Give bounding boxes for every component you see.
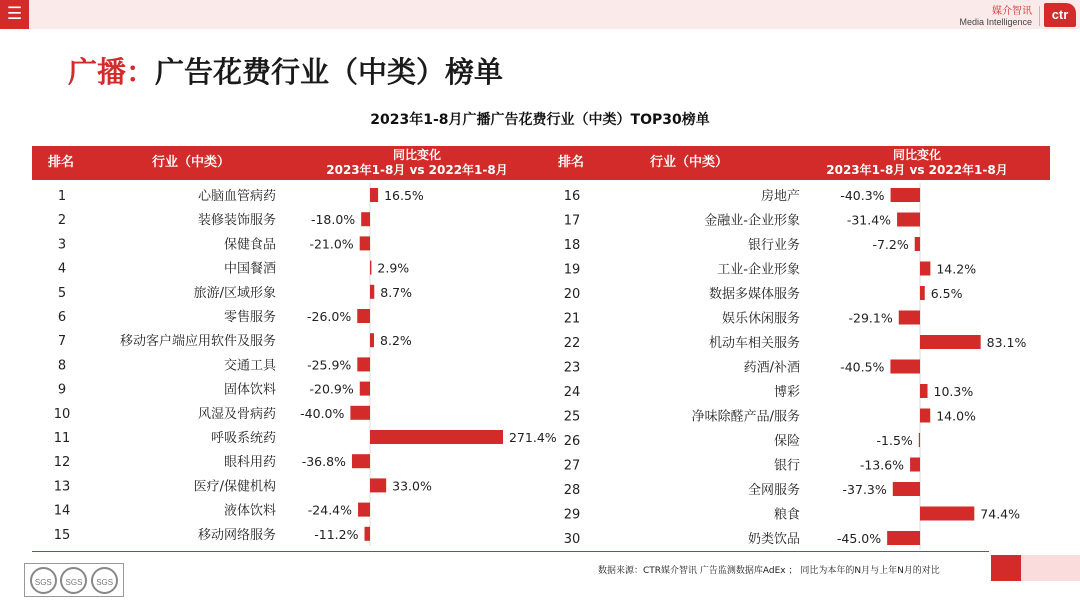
rank-label: 12 — [53, 455, 71, 471]
category-label: 博彩 — [773, 385, 800, 400]
header-change-right-line1: 同比变化 — [892, 148, 941, 162]
category-label: 固体饮料 — [223, 382, 276, 398]
rank-label: 16 — [563, 189, 581, 204]
top-bar — [0, 0, 1080, 29]
category-label: 机动车相关服务 — [708, 336, 800, 351]
data-label: 271.4% — [508, 430, 557, 445]
category-label: 风湿及骨病药 — [197, 406, 276, 422]
rank-label: 25 — [563, 409, 581, 425]
brand-text — [959, 6, 1032, 28]
rank-label: 8 — [57, 358, 67, 374]
rank-label: 20 — [563, 287, 581, 302]
bar — [370, 261, 371, 275]
header-rank-left: 排名 — [48, 155, 75, 170]
category-label: 金融业-企业形象 — [704, 213, 800, 229]
rank-label: 4 — [57, 261, 67, 277]
data-label: 10.3% — [933, 384, 974, 399]
data-label: -13.6% — [859, 457, 905, 473]
data-label: -40.0% — [300, 405, 345, 421]
sgs-certification-icon — [91, 567, 118, 594]
sgs-label: SGS — [65, 577, 83, 587]
data-label: 16.5% — [384, 188, 424, 203]
menu-icon: ☰ — [6, 4, 23, 24]
brand-divider — [1039, 6, 1040, 26]
category-label: 心脑血管病药 — [197, 189, 276, 204]
category-label: 眼科用药 — [223, 455, 276, 471]
category-label: 医疗/保健机构 — [193, 479, 276, 495]
rank-label: 11 — [53, 431, 71, 446]
chart-title: 2023年1-8月广播广告花费行业（中类）TOP30榜单 — [370, 112, 710, 128]
rank-label: 29 — [563, 507, 581, 523]
bar — [365, 527, 370, 541]
rank-label: 27 — [563, 458, 581, 474]
bar — [357, 357, 370, 371]
sgs-certification-icon — [60, 567, 87, 594]
brand-name-cn: 媒介智讯 — [992, 6, 1032, 17]
sgs-certification-icon — [30, 567, 57, 594]
bar — [919, 433, 920, 447]
footer-accent-pink — [1021, 555, 1080, 581]
rank-label: 23 — [563, 360, 581, 376]
data-label: 33.0% — [392, 478, 432, 494]
data-label: -40.5% — [840, 359, 885, 375]
bar — [920, 286, 925, 300]
header-change-left-line2: 2023年1-8月 vs 2022年1-8月 — [326, 163, 508, 177]
header-industry-left: 行业（中类） — [152, 155, 231, 170]
sgs-certification — [24, 563, 124, 597]
bar — [370, 478, 386, 492]
data-label: -37.3% — [842, 482, 887, 497]
bar — [920, 335, 981, 349]
data-label: -1.5% — [876, 433, 913, 448]
page-title-accent: 广播： — [68, 55, 156, 89]
bar — [361, 212, 370, 226]
bar — [360, 382, 370, 396]
table-header — [32, 146, 1050, 180]
category-label: 旅游/区域形象 — [193, 285, 276, 301]
rank-label: 19 — [563, 262, 581, 278]
category-label: 装修装饰服务 — [197, 213, 276, 229]
category-label: 数据多媒体服务 — [708, 287, 800, 302]
rank-label: 14 — [53, 503, 71, 519]
rank-label: 3 — [57, 237, 67, 253]
rank-label: 24 — [563, 385, 581, 400]
rank-label: 15 — [53, 527, 71, 543]
bar — [920, 262, 930, 276]
rank-label: 17 — [563, 213, 581, 229]
category-label: 交通工具 — [223, 358, 276, 374]
header-change-right-line2: 2023年1-8月 vs 2022年1-8月 — [826, 163, 1008, 177]
category-label: 移动网络服务 — [197, 527, 276, 543]
category-label: 液体饮料 — [223, 503, 276, 519]
category-label: 净味除醛产品/服务 — [691, 409, 800, 425]
sgs-label: SGS — [96, 577, 114, 587]
data-label: 14.2% — [936, 261, 977, 277]
bar — [897, 213, 920, 227]
bar — [887, 531, 920, 545]
rank-label: 30 — [563, 532, 581, 547]
data-label: -31.4% — [846, 212, 892, 228]
page-title — [68, 50, 503, 91]
bar — [890, 360, 920, 374]
rank-label: 21 — [563, 311, 581, 327]
bar — [893, 482, 920, 496]
page-title-main: 广告花费行业（中类）榜单 — [155, 55, 504, 89]
category-label: 粮食 — [773, 507, 800, 523]
sgs-label: SGS — [34, 577, 52, 587]
category-label: 保险 — [773, 434, 800, 449]
category-label: 保健食品 — [223, 237, 276, 253]
bar — [358, 503, 370, 517]
data-label: 74.4% — [980, 506, 1021, 522]
bar — [370, 285, 374, 299]
data-label: 8.2% — [380, 333, 412, 349]
bar — [352, 454, 370, 468]
category-label: 工业-企业形象 — [717, 262, 800, 278]
header-industry-right: 行业（中类） — [650, 155, 729, 170]
bar — [920, 409, 930, 423]
header-change-left — [292, 148, 542, 178]
bar — [910, 458, 920, 472]
category-label: 中国餐酒 — [223, 261, 276, 277]
data-label: 2.9% — [377, 260, 410, 276]
bar — [920, 384, 928, 398]
data-label: -26.0% — [307, 309, 352, 324]
bar — [370, 430, 503, 444]
bar — [891, 188, 920, 202]
data-label: -40.3% — [840, 188, 885, 203]
rank-label: 28 — [563, 483, 581, 498]
rank-label: 22 — [563, 336, 581, 351]
bar — [899, 311, 920, 325]
data-label: -18.0% — [310, 212, 356, 228]
data-label: 8.7% — [380, 284, 413, 300]
data-label: 14.0% — [936, 408, 976, 424]
category-label: 全网服务 — [747, 483, 800, 498]
data-label: -29.1% — [848, 310, 893, 326]
rank-label: 6 — [57, 310, 67, 325]
header-rank-right: 排名 — [558, 155, 585, 170]
bar — [350, 406, 370, 420]
menu-button[interactable] — [0, 0, 29, 29]
category-label: 零售服务 — [223, 310, 276, 325]
footer-accent-red — [991, 555, 1021, 581]
category-label: 银行 — [773, 458, 800, 474]
data-label: 6.5% — [930, 286, 963, 301]
rank-label: 2 — [57, 213, 67, 229]
footer-divider — [32, 551, 989, 552]
ctr-logo: ctr — [1044, 3, 1076, 27]
data-label: 83.1% — [986, 335, 1027, 350]
bar — [370, 333, 374, 347]
data-label: -36.8% — [301, 454, 346, 470]
bar — [370, 188, 378, 202]
category-label: 药酒/补酒 — [743, 360, 800, 376]
category-label: 奶类饮品 — [747, 532, 800, 547]
category-label: 呼吸系统药 — [210, 431, 276, 446]
bar — [360, 236, 370, 250]
bar — [920, 507, 974, 521]
data-label: -21.0% — [309, 236, 354, 252]
data-label: -11.2% — [314, 526, 359, 542]
bar — [357, 309, 370, 323]
bar — [915, 237, 920, 251]
rank-label: 9 — [57, 382, 67, 398]
source-note: 数据来源：CTR媒介智讯 广告监测数据库AdEx ； 同比为本年的N月与上年N月的对比 — [598, 566, 940, 576]
brand-name-en: Media Intelligence — [959, 17, 1032, 27]
data-label: -7.2% — [872, 237, 909, 252]
rank-label: 7 — [57, 334, 67, 350]
data-label: -45.0% — [836, 531, 882, 546]
data-label: -20.9% — [309, 381, 354, 397]
rank-label: 13 — [53, 479, 71, 495]
header-change-left-line1: 同比变化 — [392, 148, 441, 162]
rank-label: 5 — [57, 285, 67, 301]
category-label: 银行业务 — [747, 238, 800, 253]
category-label: 娱乐休闲服务 — [721, 311, 800, 327]
data-label: -25.9% — [307, 357, 352, 373]
rank-label: 10 — [53, 406, 71, 422]
rank-label: 26 — [563, 434, 581, 449]
header-change-right — [792, 148, 1042, 178]
data-label: -24.4% — [307, 502, 353, 518]
category-label: 移动客户端应用软件及服务 — [119, 334, 276, 350]
category-label: 房地产 — [760, 189, 800, 204]
rank-label: 1 — [57, 189, 67, 204]
rank-label: 18 — [563, 238, 581, 253]
